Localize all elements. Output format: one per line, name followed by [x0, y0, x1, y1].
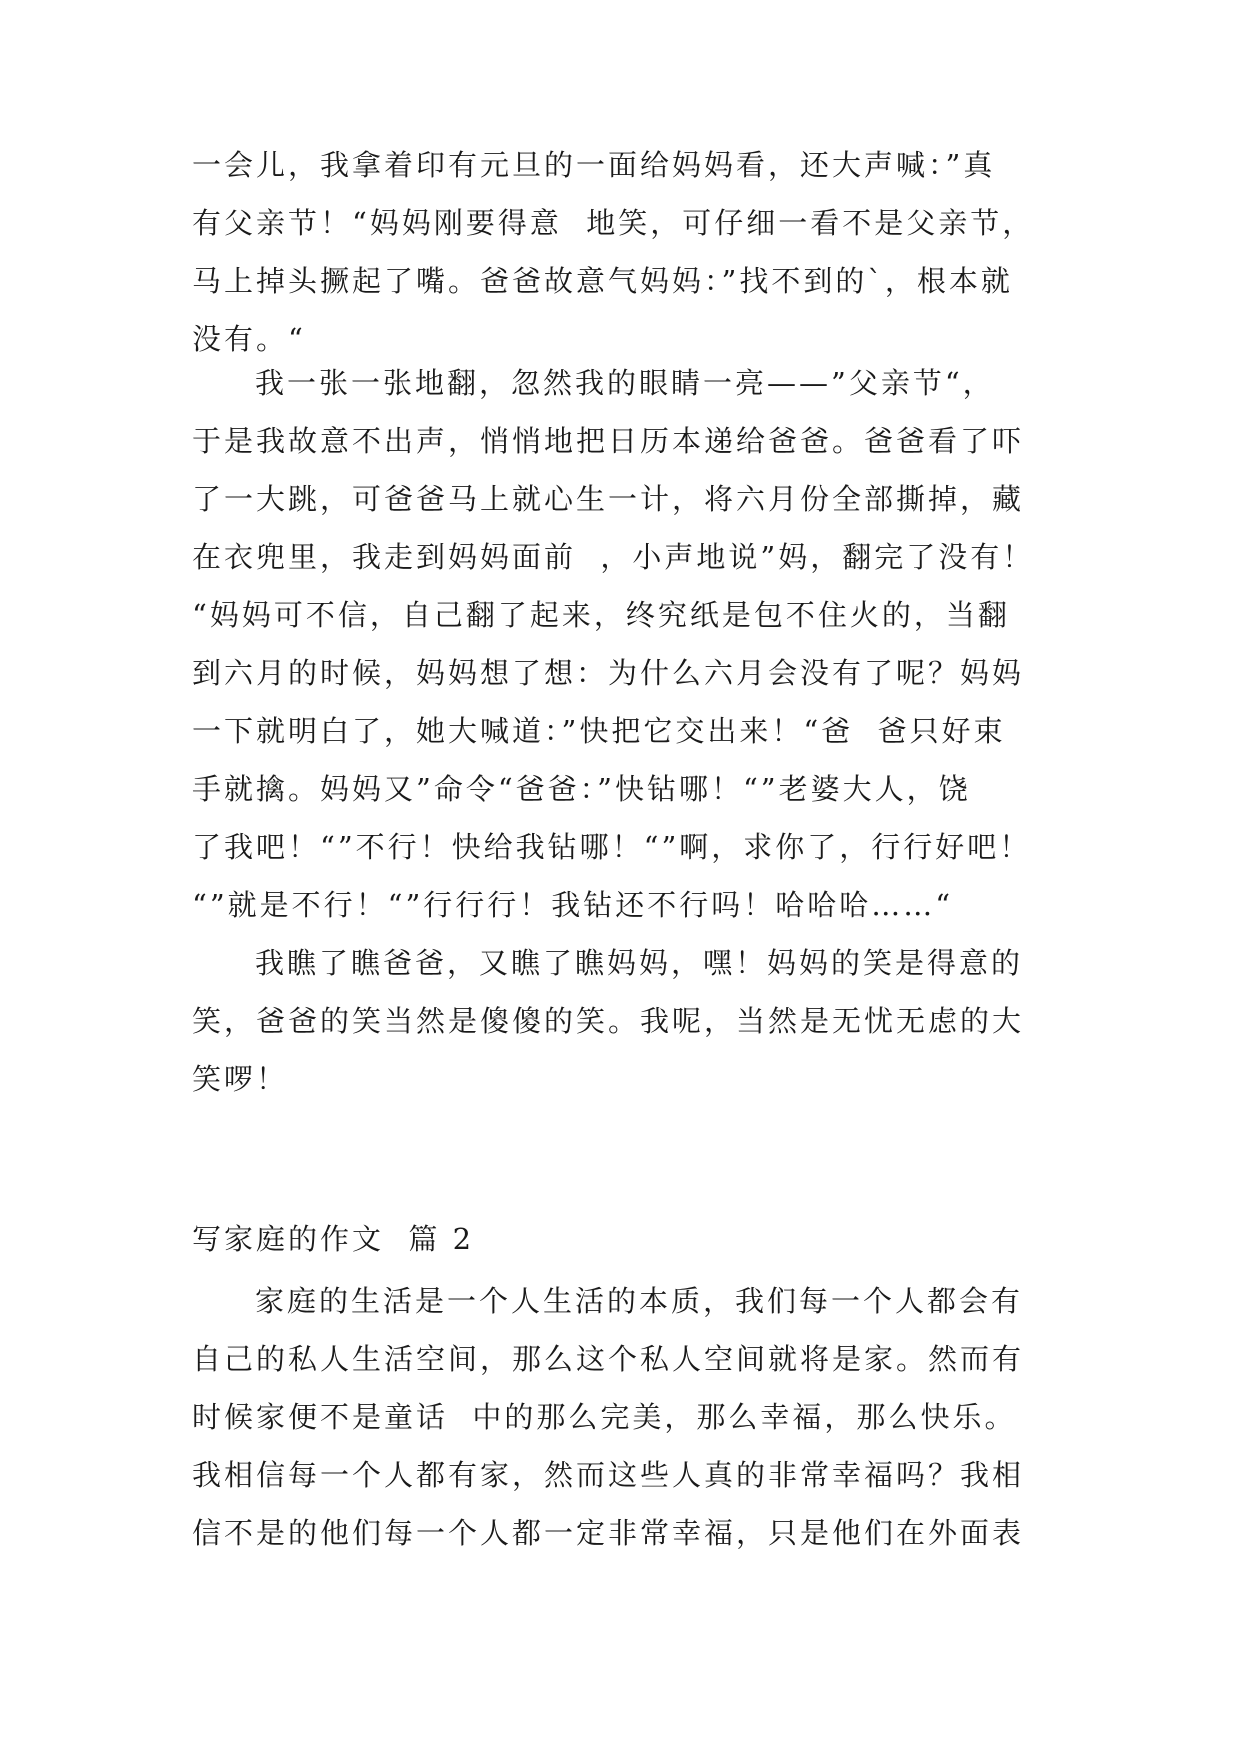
paragraph-line: 马上掉头撅起了嘴。爸爸故意气妈妈：”找不到的`，根本就	[192, 264, 1013, 298]
paragraph-line: 于是我故意不出声，悄悄地把日历本递给爸爸。爸爸看了吓	[192, 424, 1025, 458]
paragraph-line: 有父亲节！“妈妈刚要得意 地笑，可仔细一看不是父亲节，	[192, 206, 1035, 240]
paragraph-line: 在衣兜里，我走到妈妈面前 ，小声地说”妈，翻完了没有！	[192, 540, 1035, 574]
paragraph-4	[192, 1272, 1072, 1562]
paragraph-line: 信不是的他们每一个人都一定非常幸福，只是他们在外面表	[192, 1516, 1025, 1550]
paragraph-3	[192, 934, 1072, 1108]
paragraph-line: 笑啰！	[192, 1062, 289, 1096]
paragraph-line: 一会儿，我拿着印有元旦的一面给妈妈看，还大声喊：”真	[192, 148, 996, 182]
paragraph-2	[192, 354, 1072, 934]
paragraph-1	[192, 136, 1072, 368]
paragraph-line: 到六月的时候，妈妈想了想：为什么六月会没有了呢？妈妈	[192, 656, 1025, 690]
paragraph-line: “妈妈可不信，自己翻了起来，终究纸是包不住火的，当翻	[192, 598, 1010, 632]
paragraph-line: 我相信每一个人都有家，然而这些人真的非常幸福吗？我相	[192, 1458, 1025, 1492]
paragraph-line: 我一张一张地翻，忽然我的眼睛一亮——”父亲节“，	[255, 366, 995, 400]
paragraph-line: 时候家便不是童话 中的那么完美，那么幸福，那么快乐。	[192, 1400, 1017, 1434]
section-heading: 写家庭的作文 篇 2	[192, 1222, 475, 1256]
paragraph-line: 自己的私人生活空间，那么这个私人空间就将是家。然而有	[192, 1342, 1025, 1376]
paragraph-line: 没有。“	[192, 322, 306, 356]
paragraph-line: 一下就明白了，她大喊道：”快把它交出来！“爸 爸只好束	[192, 714, 1006, 748]
paragraph-line: 手就擒。妈妈又”命令“爸爸：”快钻哪！“”老婆大人，饶	[192, 772, 971, 806]
paragraph-line: 家庭的生活是一个人生活的本质，我们每一个人都会有	[255, 1284, 1024, 1318]
paragraph-line: 了一大跳，可爸爸马上就心生一计，将六月份全部撕掉，藏	[192, 482, 1025, 516]
paragraph-line: “”就是不行！“”行行行！我钻还不行吗！哈哈哈……“	[192, 888, 954, 922]
paragraph-line: 了我吧！“”不行！快给我钻哪！“”啊，求你了，行行好吧！	[192, 830, 1032, 864]
paragraph-line: 我瞧了瞧爸爸，又瞧了瞧妈妈，嘿！妈妈的笑是得意的	[255, 946, 1024, 980]
paragraph-line: 笑，爸爸的笑当然是傻傻的笑。我呢，当然是无忧无虑的大	[192, 1004, 1025, 1038]
